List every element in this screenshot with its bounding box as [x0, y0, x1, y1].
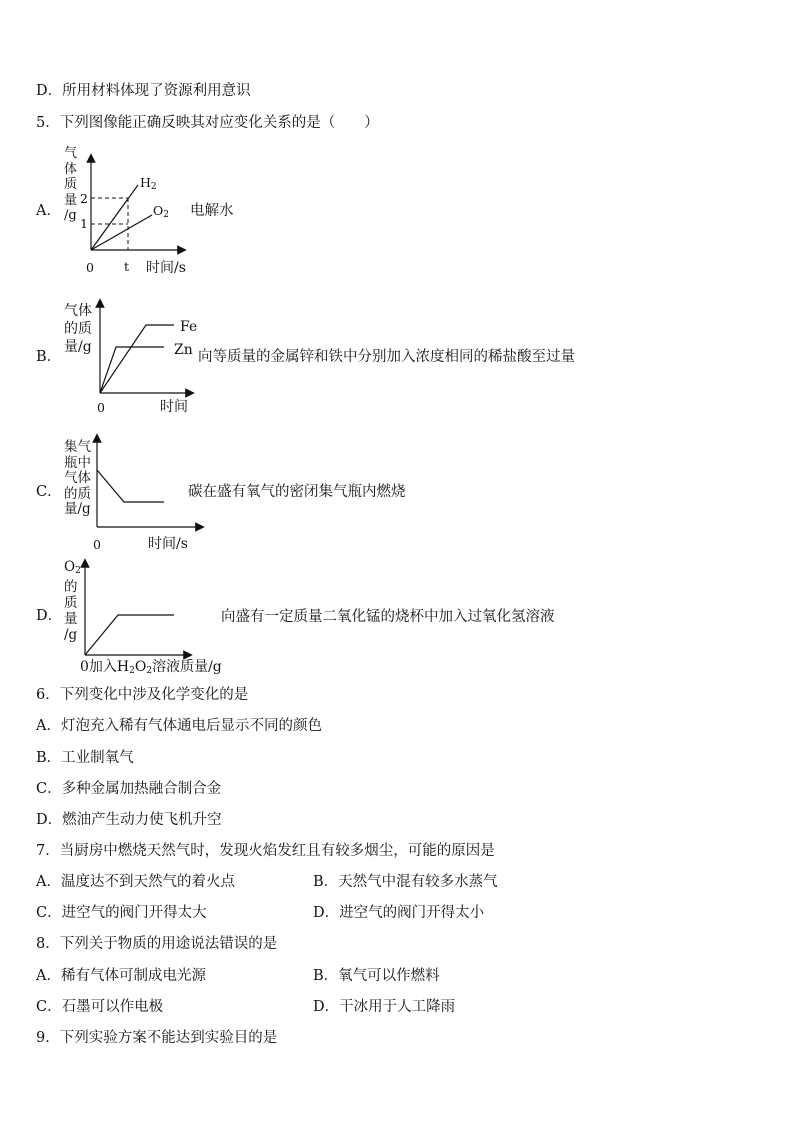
question-5: 5．下列图像能正确反映其对应变化关系的是（ ）: [36, 115, 379, 131]
option-letter-c: C．: [36, 484, 62, 500]
graph-a-tick-2: 2: [80, 191, 88, 206]
graph-a-origin: 0: [86, 260, 94, 275]
o2-mass-line: [85, 615, 174, 655]
question-6: 6．下列变化中涉及化学变化的是: [36, 687, 249, 703]
option-letter-d: D．: [36, 608, 63, 624]
question-7-option-a: A．温度达不到天然气的着火点: [36, 874, 235, 890]
graph-a-description: 电解水: [190, 203, 234, 219]
option-letter-b: B．: [36, 349, 62, 365]
question-8-option-a: A．稀有气体可制成电光源: [36, 968, 206, 984]
question-8-option-b: B．氧气可以作燃料: [313, 968, 440, 984]
question-7-option-d: D．进空气的阀门开得太小: [313, 905, 485, 921]
graph-b-description: 向等质量的金属锌和铁中分别加入浓度相同的稀盐酸至过量: [198, 349, 575, 365]
graph-a-xlabel: 时间/s: [146, 260, 186, 276]
graph-a-series-o2: $O_2$: [153, 203, 169, 220]
graph-c-xlabel: 时间/s: [148, 536, 188, 552]
graph-b-series-fe: Fe: [180, 319, 198, 335]
question-6-option-a: A．灯泡充入稀有气体通电后显示不同的颜色: [36, 718, 322, 734]
graph-c-description: 碳在盛有氧气的密闭集气瓶内燃烧: [188, 484, 406, 500]
graph-b-series-zn: Zn: [174, 342, 193, 358]
question-7: 7．当厨房中燃烧天然气时，发现火焰发红且有较多烟尘，可能的原因是: [36, 843, 495, 859]
graph-d-xlabel: 0加入$H_2O_2$溶液质量/g: [80, 659, 222, 676]
question-6-option-c: C．多种金属加热融合制合金: [36, 781, 222, 797]
question-8-option-d: D．干冰用于人工降雨: [313, 999, 456, 1015]
graph-a-tick-1: 1: [80, 216, 88, 231]
graph-b-ylabel: 气体 的质 量/g: [64, 303, 92, 355]
question-6-option-d: D．燃油产生动力使飞机升空: [36, 812, 222, 828]
graph-c-origin: 0: [93, 537, 101, 552]
option-d-previous: D．所用材料体现了资源利用意识: [36, 83, 251, 99]
graph-a-series-h2: $H_2$: [140, 175, 157, 192]
graph-b-xlabel: 时间: [160, 399, 188, 415]
graph-a-ylabel: 气 体 质 量 /g: [64, 146, 78, 223]
graph-d-ylabel: $O_2$ 的 质 量 /g: [64, 559, 81, 643]
graph-c-ylabel: 集气 瓶中 气体 的质 量/g: [64, 439, 91, 517]
graph-a-xtick: t: [124, 259, 130, 274]
question-8: 8．下列关于物质的用途说法错误的是: [36, 936, 278, 952]
graph-d-description: 向盛有一定质量二氧化锰的烧杯中加入过氧化氢溶液: [221, 609, 555, 625]
question-7-option-c: C．进空气的阀门开得太大: [36, 905, 207, 921]
question-6-option-b: B．工业制氧气: [36, 750, 134, 766]
option-letter-a: A．: [36, 203, 61, 219]
graph-b-origin: 0: [97, 400, 105, 415]
question-9: 9．下列实验方案不能达到实验目的是: [36, 1030, 278, 1046]
question-8-option-c: C．石墨可以作电极: [36, 999, 164, 1015]
question-7-option-b: B．天然气中混有较多水蒸气: [313, 874, 498, 890]
